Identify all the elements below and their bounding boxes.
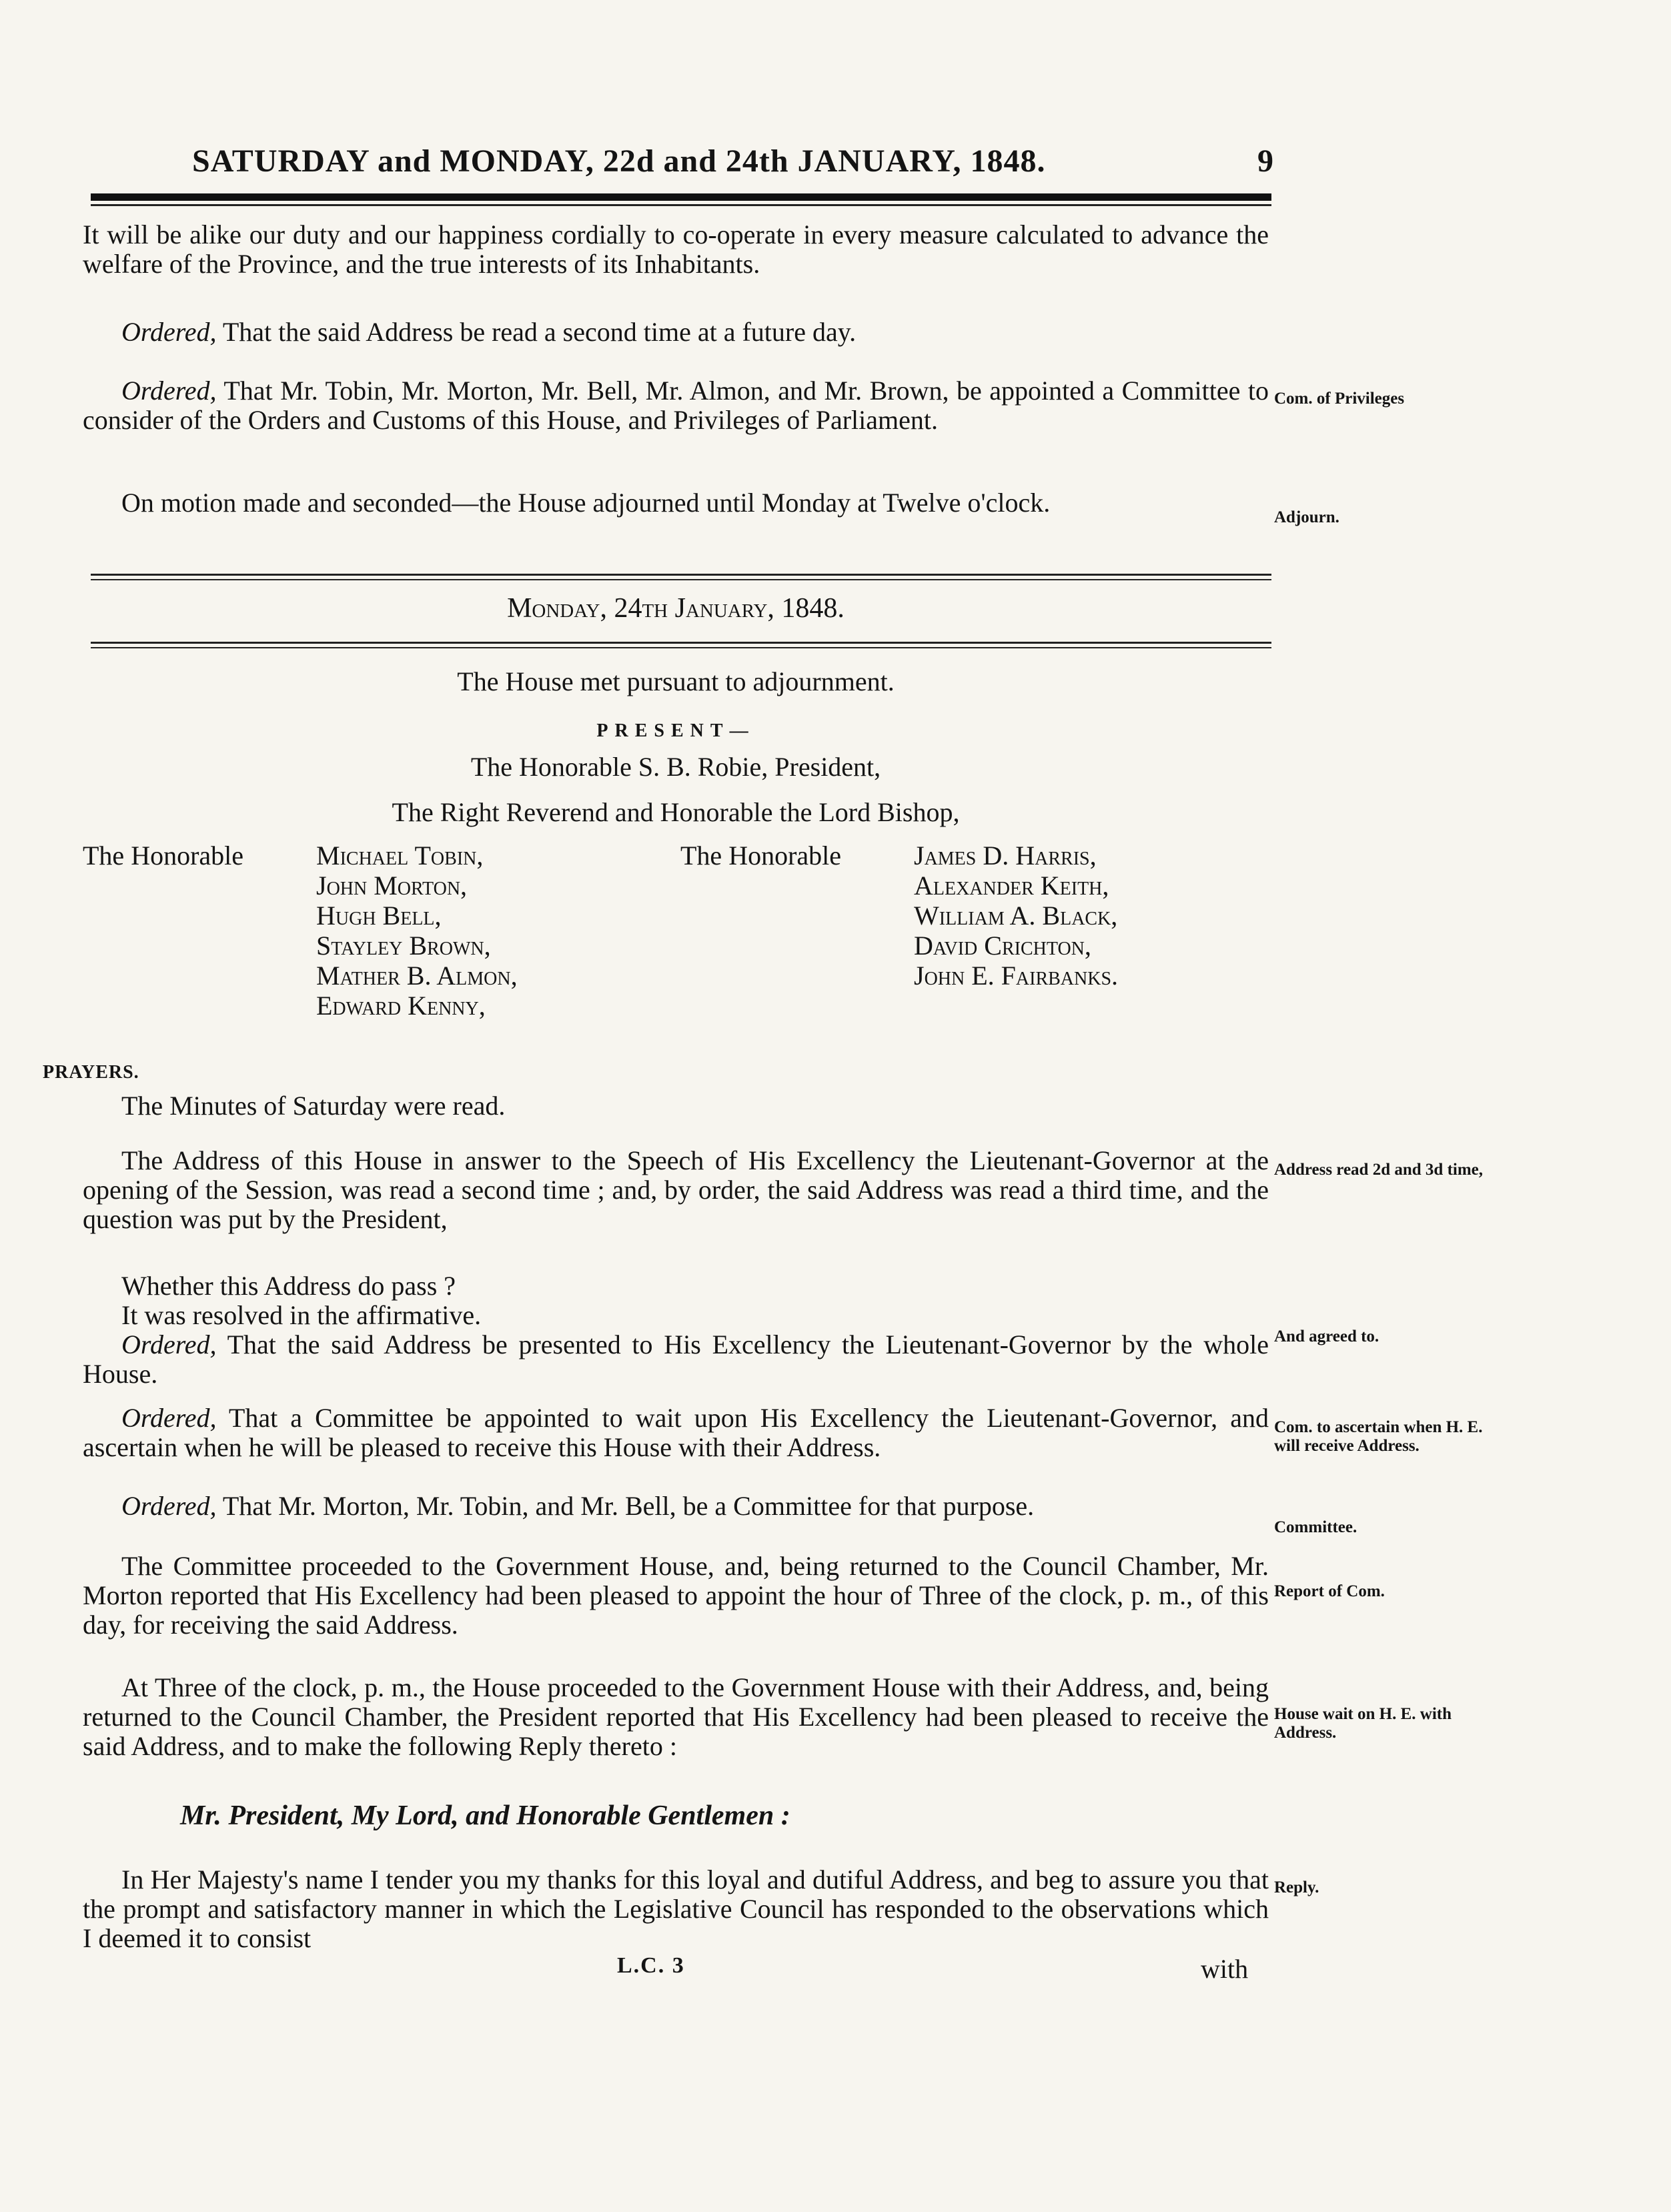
member-name: Alexander Keith, <box>914 871 1109 901</box>
margin-note-address: Address read 2d and 3d time, <box>1274 1161 1484 1179</box>
paragraph-cooperate: It will be alike our duty and our happiness cordially to co-operate in every measure calculated to advance the welfare of the Province, and the true interests of its Inhabitants. <box>83 219 1269 279</box>
ordered-label: Ordered, <box>121 1403 217 1433</box>
member-name: John E. Fairbanks. <box>914 961 1119 991</box>
monday-heading: Monday, 24th January, 1848. <box>507 593 845 624</box>
header-rule-thin <box>91 204 1271 206</box>
member-name: Edward Kenny, <box>316 991 486 1021</box>
margin-note-reply: Reply. <box>1274 1878 1319 1896</box>
paragraph-text: That the said Address be presented to His Excellency the Lieutenant-Governor by the whole House. <box>83 1329 1269 1389</box>
three-clock-paragraph: At Three of the clock, p. m., the House proceeded to the Government House with their Address, and, being returned to the Council Chamber, the President reported that His Excellency had been pleased to receive the said Address, and to make the following Reply thereto : <box>83 1672 1269 1761</box>
ordered-label: Ordered, <box>121 376 217 406</box>
member-name: Stayley Brown, <box>316 931 491 961</box>
catchword: with <box>1201 1954 1249 1984</box>
member-name: William A. Black, <box>914 901 1118 931</box>
president-line: The Honorable S. B. Robie, President, <box>470 752 881 782</box>
member-name: James D. Harris, <box>914 841 1097 871</box>
margin-note-report: Report of Com. <box>1274 1582 1385 1600</box>
ordered-members <box>83 1492 1269 1521</box>
bishop-line: The Right Reverend and Honorable the Lord Bishop, <box>392 797 960 827</box>
member-name: Hugh Bell, <box>316 901 442 931</box>
paragraph-committee-privileges <box>83 376 1269 435</box>
section-rule-bottom-2 <box>91 647 1271 648</box>
whether-line: Whether this Address do pass ? <box>121 1271 456 1301</box>
margin-note-wait: House wait on H. E. with Address. <box>1274 1705 1452 1742</box>
member-name: Michael Tobin, <box>316 841 484 871</box>
resolved-line: It was resolved in the affirmative. <box>121 1300 482 1330</box>
committee-report: The Committee proceeded to the Government House, and, being returned to the Council Chamber, Mr. Morton reported that His Excellency had been pleased to appoint the hour of Three of the clock, p. m., of this day, for receiving the said Address. <box>83 1551 1269 1640</box>
section-rule-bottom <box>91 642 1271 644</box>
paragraph-text: That Mr. Morton, Mr. Tobin, and Mr. Bell, be a Committee for that purpose. <box>216 1491 1035 1521</box>
margin-note-ascertain: Com. to ascertain when H. E. will receive Address. <box>1274 1418 1483 1455</box>
section-rule-top-2 <box>91 579 1271 580</box>
margin-note-committee: Committee. <box>1274 1518 1357 1536</box>
header-rule <box>91 193 1271 201</box>
section-rule-top <box>91 574 1271 576</box>
present-heading: PRESENT— <box>596 720 755 741</box>
margin-note-adjourn: Adjourn. <box>1274 508 1339 526</box>
prayers-label: PRAYERS. <box>43 1062 139 1083</box>
member-name: Mather B. Almon, <box>316 961 518 991</box>
address-paragraph: The Address of this House in answer to the Speech of His Excellency the Lieutenant-Governor at the opening of the Session, was read a second time ; and, by order, the said Address was read a third time, and the question was put by the President, <box>83 1145 1269 1234</box>
members-left-label: The Honorable <box>83 841 244 871</box>
members-right-label: The Honorable <box>680 841 842 871</box>
member-name: John Morton, <box>316 871 468 901</box>
ordered-label: Ordered, <box>121 1329 217 1359</box>
margin-note-agreed: And agreed to. <box>1274 1327 1379 1345</box>
paragraph-adjourn: On motion made and seconded—the House adjourned until Monday at Twelve o'clock. <box>121 488 1051 518</box>
ordered-present <box>83 1330 1269 1389</box>
paragraph-second-reading <box>83 318 1269 347</box>
signature-mark: L.C. 3 <box>617 1953 685 1978</box>
minutes-read: The Minutes of Saturday were read. <box>121 1091 506 1121</box>
reply-salutation: Mr. President, My Lord, and Honorable Gentlemen : <box>180 1800 790 1831</box>
ordered-label: Ordered, <box>121 317 217 347</box>
paragraph-text: That the said Address be read a second time at a future day. <box>216 317 857 347</box>
page-number: 9 <box>1257 143 1274 179</box>
ordered-label: Ordered, <box>121 1491 217 1521</box>
paragraph-text: That Mr. Tobin, Mr. Morton, Mr. Bell, Mr. Almon, and Mr. Brown, be appointed a Committee to consider of the Orders and Customs of this House, and Privileges of Parliament. <box>83 376 1269 435</box>
paragraph-text: That a Committee be appointed to wait upon His Excellency the Lieutenant-Governor, and ascertain when he will be pleased to receive this House with their Address. <box>83 1403 1269 1462</box>
ordered-committee <box>83 1404 1269 1462</box>
house-met: The House met pursuant to adjournment. <box>457 666 895 696</box>
running-title: SATURDAY and MONDAY, 22d and 24th JANUARY, 1848. <box>192 143 1046 179</box>
member-name: David Crichton, <box>914 931 1091 961</box>
reply-paragraph: In Her Majesty's name I tender you my thanks for this loyal and dutiful Address, and beg to assure you that the prompt and satisfactory manner in which the Legislative Council has responded to the observations which I deemed it to consist <box>83 1864 1269 1953</box>
margin-note-privileges: Com. of Privileges <box>1274 390 1405 408</box>
